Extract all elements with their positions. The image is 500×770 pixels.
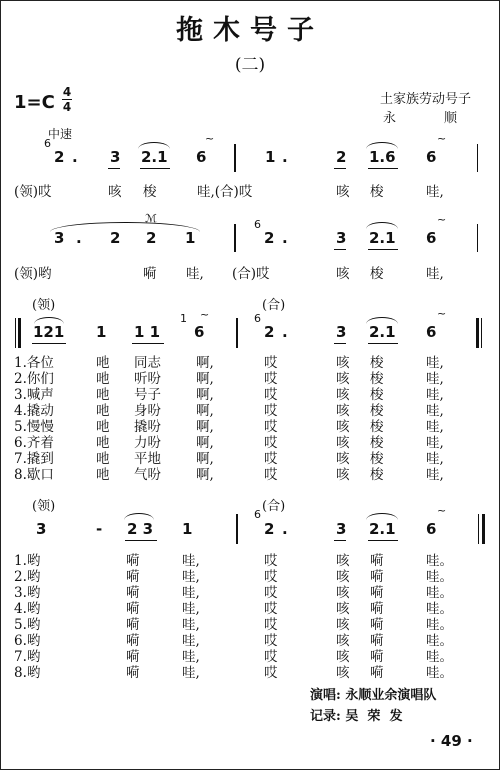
verse-2-lyric: 哇。	[426, 569, 453, 585]
note: 6	[426, 323, 437, 341]
grace-note-mark: 6	[44, 137, 51, 150]
slur	[34, 317, 64, 324]
trill-mark: ~	[437, 132, 447, 145]
note: 6	[196, 148, 207, 166]
note-dash: -	[96, 520, 103, 538]
verse-5-lyric: 5.哟	[14, 617, 41, 633]
verse-6-lyric: 哎	[264, 435, 278, 451]
part-label-chorus: (合)	[262, 499, 286, 514]
verse-4-lyric: 吔	[96, 403, 110, 419]
singer-name: 永顺业余演唱队	[345, 688, 437, 703]
verse-5-lyric: 哎	[264, 419, 278, 435]
verse-7-lyric: 哎	[264, 649, 278, 665]
verse-4-lyric: 哇,	[426, 403, 444, 419]
verse-2-lyric: 咳	[336, 371, 350, 387]
verse-5-lyric: 嗬	[370, 617, 384, 633]
verse-4-lyric: 哎	[264, 403, 278, 419]
verse-1-lyric: 梭	[370, 355, 384, 371]
verse-4-lyric: 嗬	[370, 601, 384, 617]
lyric: 嗬	[143, 266, 157, 282]
verse-8-lyric: 咳	[336, 665, 350, 681]
verse-2-lyric: 听吩	[134, 371, 161, 387]
source-place-1: 永	[383, 111, 397, 126]
verse-5-lyric: 5.慢慢	[14, 419, 54, 435]
verse-8-lyric: 哇,	[182, 665, 200, 681]
underline	[334, 540, 346, 541]
lyric: (领)哎	[14, 184, 52, 200]
verse-1-lyric: 哇。	[426, 553, 453, 569]
final-barline	[482, 514, 485, 544]
lyric: 哇,(合)哎	[197, 184, 253, 200]
verse-3-lyric: 梭	[370, 387, 384, 403]
note: 1	[265, 148, 276, 166]
verse-4-lyric: 身吩	[134, 403, 161, 419]
note: 2.1	[369, 520, 396, 538]
underline	[368, 343, 398, 344]
verse-5-lyric: 哇。	[426, 617, 453, 633]
note-dot: .	[282, 520, 288, 538]
verse-4-lyric: 咳	[336, 403, 350, 419]
verse-5-lyric: 啊,	[196, 419, 214, 435]
time-signature-bottom: 4	[62, 100, 72, 114]
verse-7-lyric: 哇,	[426, 451, 444, 467]
note-dot: .	[282, 323, 288, 341]
verse-1-lyric: 1.各位	[14, 355, 54, 371]
verse-4-lyric: 哇。	[426, 601, 453, 617]
note: 2	[54, 148, 65, 166]
verse-4-lyric: 梭	[370, 403, 384, 419]
verse-4-lyric: 嗬	[126, 601, 140, 617]
verse-7-lyric: 嗬	[370, 649, 384, 665]
verse-2-lyric: 嗬	[126, 569, 140, 585]
verse-2-lyric: 哇,	[182, 569, 200, 585]
lyric: 哇,	[426, 184, 444, 200]
note: 121	[33, 323, 65, 341]
underline	[132, 343, 164, 344]
note: 3	[110, 148, 121, 166]
part-label-chorus: (合)	[262, 298, 286, 313]
part-label-lead: (领)	[32, 298, 56, 313]
verse-8-lyric: 梭	[370, 467, 384, 483]
verse-1-lyric: 哇,	[182, 553, 200, 569]
verse-8-lyric: 8.歇口	[14, 467, 54, 483]
barline	[477, 224, 478, 252]
verse-8-lyric: 哇。	[426, 665, 453, 681]
note: 1.6	[369, 148, 396, 166]
barline	[236, 318, 238, 348]
verse-5-lyric: 嗬	[126, 617, 140, 633]
underline	[368, 540, 398, 541]
underline	[108, 168, 120, 169]
verse-2-lyric: 梭	[370, 371, 384, 387]
verse-3-lyric: 号子	[134, 387, 161, 403]
note: 1	[182, 520, 193, 538]
verse-3-lyric: 哇。	[426, 585, 453, 601]
source-place-2: 顺	[444, 111, 458, 126]
repeat-barline	[15, 318, 16, 348]
lyric: 梭	[143, 184, 157, 200]
verse-8-lyric: 咳	[336, 467, 350, 483]
verse-3-lyric: 嗬	[370, 585, 384, 601]
note: 1 1	[134, 323, 161, 341]
verse-8-lyric: 啊,	[196, 467, 214, 483]
verse-6-lyric: 哇,	[426, 435, 444, 451]
verse-5-lyric: 梭	[370, 419, 384, 435]
part-label-lead: (领)	[32, 499, 56, 514]
slur	[366, 222, 398, 229]
verse-7-lyric: 咳	[336, 451, 350, 467]
note: 3	[336, 520, 347, 538]
underline	[32, 343, 66, 344]
verse-5-lyric: 吔	[96, 419, 110, 435]
verse-4-lyric: 咳	[336, 601, 350, 617]
underline	[334, 249, 346, 250]
verse-7-lyric: 嗬	[126, 649, 140, 665]
note: 3	[336, 323, 347, 341]
verse-1-lyric: 1.哟	[14, 553, 41, 569]
song-title: 拖木号子	[176, 15, 324, 46]
verse-7-lyric: 哇。	[426, 649, 453, 665]
verse-1-lyric: 同志	[134, 355, 161, 371]
note: 3	[54, 229, 65, 247]
verse-7-lyric: 哎	[264, 451, 278, 467]
underline	[368, 249, 398, 250]
repeat-barline	[476, 318, 479, 348]
lyric: 咳	[336, 266, 350, 282]
verse-1-lyric: 嗬	[126, 553, 140, 569]
verse-6-lyric: 6.哟	[14, 633, 41, 649]
verse-1-lyric: 吔	[96, 355, 110, 371]
note: 2 3	[127, 520, 154, 538]
note-dot: .	[282, 229, 288, 247]
note: 3	[36, 520, 47, 538]
note: 6	[426, 520, 437, 538]
verse-8-lyric: 吔	[96, 467, 110, 483]
recorder-credit	[310, 705, 402, 724]
source-place	[383, 107, 457, 126]
verse-1-lyric: 咳	[336, 355, 350, 371]
verse-4-lyric: 啊,	[196, 403, 214, 419]
verse-5-lyric: 哇,	[426, 419, 444, 435]
verse-3-lyric: 3.喊声	[14, 387, 54, 403]
verse-6-lyric: 嗬	[370, 633, 384, 649]
grace-note-mark: 6	[254, 508, 261, 521]
lyric: 梭	[370, 266, 384, 282]
verse-8-lyric: 哇,	[426, 467, 444, 483]
verse-3-lyric: 3.哟	[14, 585, 41, 601]
verse-6-lyric: 咳	[336, 435, 350, 451]
verse-6-lyric: 咳	[336, 633, 350, 649]
verse-2-lyric: 2.你们	[14, 371, 54, 387]
verse-3-lyric: 嗬	[126, 585, 140, 601]
verse-1-lyric: 嗬	[370, 553, 384, 569]
verse-3-lyric: 吔	[96, 387, 110, 403]
barline	[477, 144, 478, 172]
note: 2.1	[141, 148, 168, 166]
verse-1-lyric: 哎	[264, 355, 278, 371]
recorder-label: 记录:	[310, 709, 341, 724]
song-subtitle: (二)	[234, 55, 266, 75]
verse-7-lyric: 啊,	[196, 451, 214, 467]
verse-3-lyric: 咳	[336, 387, 350, 403]
verse-1-lyric: 哇,	[426, 355, 444, 371]
time-signature-top: 4	[62, 85, 72, 99]
verse-3-lyric: 啊,	[196, 387, 214, 403]
verse-4-lyric: 哇,	[182, 601, 200, 617]
lyric: (领)哟	[14, 266, 52, 282]
verse-4-lyric: 4.撬动	[14, 403, 54, 419]
verse-8-lyric: 8.哟	[14, 665, 41, 681]
slur	[124, 513, 154, 520]
verse-2-lyric: 咳	[336, 569, 350, 585]
lyric: 咳	[336, 184, 350, 200]
note-dot: .	[76, 229, 82, 247]
note-dot: .	[282, 148, 288, 166]
time-signature	[62, 86, 72, 113]
verse-1-lyric: 哎	[264, 553, 278, 569]
verse-6-lyric: 力吩	[134, 435, 161, 451]
underline	[125, 540, 157, 541]
trill-mark: ~	[437, 307, 447, 320]
repeat-barline	[481, 318, 482, 348]
trill-mark: ~	[205, 132, 215, 145]
note: 2.1	[369, 323, 396, 341]
verse-8-lyric: 嗬	[126, 665, 140, 681]
note: 2	[264, 229, 275, 247]
note: 6	[426, 148, 437, 166]
verse-2-lyric: 嗬	[370, 569, 384, 585]
trill-mark: ~	[437, 213, 447, 226]
verse-6-lyric: 哎	[264, 633, 278, 649]
verse-7-lyric: 7.哟	[14, 649, 41, 665]
verse-5-lyric: 咳	[336, 419, 350, 435]
verse-8-lyric: 嗬	[370, 665, 384, 681]
verse-1-lyric: 咳	[336, 553, 350, 569]
verse-7-lyric: 梭	[370, 451, 384, 467]
singer-credit	[310, 684, 436, 703]
trill-mark: ~	[200, 308, 210, 321]
note: 1	[96, 323, 107, 341]
note: 6	[426, 229, 437, 247]
verse-7-lyric: 吔	[96, 451, 110, 467]
verse-7-lyric: 咳	[336, 649, 350, 665]
page-number: · 49 ·	[430, 732, 473, 750]
verse-3-lyric: 咳	[336, 585, 350, 601]
verse-5-lyric: 哇,	[182, 617, 200, 633]
note: 2	[264, 323, 275, 341]
grace-note-mark: 6	[254, 218, 261, 231]
underline	[368, 168, 398, 169]
verse-8-lyric: 哎	[264, 665, 278, 681]
lyric: 哇,	[186, 266, 204, 282]
source-origin: 土家族劳动号子	[380, 92, 472, 107]
underline	[334, 168, 346, 169]
note: 2	[146, 229, 157, 247]
tempo-marking: 中速	[48, 127, 73, 141]
trill-mark: ℳ	[145, 212, 157, 225]
key-signature: 1=C	[14, 92, 55, 113]
note: 2	[264, 520, 275, 538]
verse-5-lyric: 咳	[336, 617, 350, 633]
repeat-barline	[18, 318, 21, 348]
verse-7-lyric: 平地	[134, 451, 161, 467]
note: 6	[194, 323, 205, 341]
verse-8-lyric: 气吩	[134, 467, 161, 483]
note: 2	[110, 229, 121, 247]
note-dot: .	[72, 148, 78, 166]
barline	[478, 514, 479, 544]
verse-2-lyric: 2.哟	[14, 569, 41, 585]
verse-5-lyric: 撬吩	[134, 419, 161, 435]
barline	[234, 224, 236, 252]
verse-4-lyric: 4.哟	[14, 601, 41, 617]
note: 1	[185, 229, 196, 247]
verse-2-lyric: 哇,	[426, 371, 444, 387]
verse-6-lyric: 6.齐着	[14, 435, 54, 451]
verse-4-lyric: 哎	[264, 601, 278, 617]
verse-7-lyric: 7.撬到	[14, 451, 54, 467]
slur	[366, 513, 398, 520]
barline	[236, 514, 238, 544]
verse-5-lyric: 哎	[264, 617, 278, 633]
underline	[334, 343, 346, 344]
verse-1-lyric: 啊,	[196, 355, 214, 371]
verse-2-lyric: 哎	[264, 569, 278, 585]
verse-6-lyric: 吔	[96, 435, 110, 451]
verse-8-lyric: 哎	[264, 467, 278, 483]
verse-3-lyric: 哎	[264, 585, 278, 601]
grace-note-mark: 1	[180, 312, 187, 325]
lyric: 梭	[370, 184, 384, 200]
verse-2-lyric: 吔	[96, 371, 110, 387]
verse-7-lyric: 哇,	[182, 649, 200, 665]
lyric: 哇,	[426, 266, 444, 282]
verse-6-lyric: 梭	[370, 435, 384, 451]
verse-6-lyric: 啊,	[196, 435, 214, 451]
verse-2-lyric: 啊,	[196, 371, 214, 387]
lyric: (合)哎	[232, 266, 270, 282]
trill-mark: ~	[437, 504, 447, 517]
note: 2	[336, 148, 347, 166]
lyric: 咳	[108, 184, 122, 200]
note: 2.1	[369, 229, 396, 247]
verse-6-lyric: 嗬	[126, 633, 140, 649]
underline	[140, 168, 170, 169]
grace-note-mark: 6	[254, 312, 261, 325]
note: 3	[336, 229, 347, 247]
singer-label: 演唱:	[310, 688, 341, 703]
verse-3-lyric: 哇,	[426, 387, 444, 403]
verse-3-lyric: 哇,	[182, 585, 200, 601]
verse-2-lyric: 哎	[264, 371, 278, 387]
barline	[234, 144, 236, 172]
verse-3-lyric: 哎	[264, 387, 278, 403]
verse-6-lyric: 哇,	[182, 633, 200, 649]
recorder-name: 吴 荣 发	[345, 709, 403, 724]
verse-6-lyric: 哇。	[426, 633, 453, 649]
